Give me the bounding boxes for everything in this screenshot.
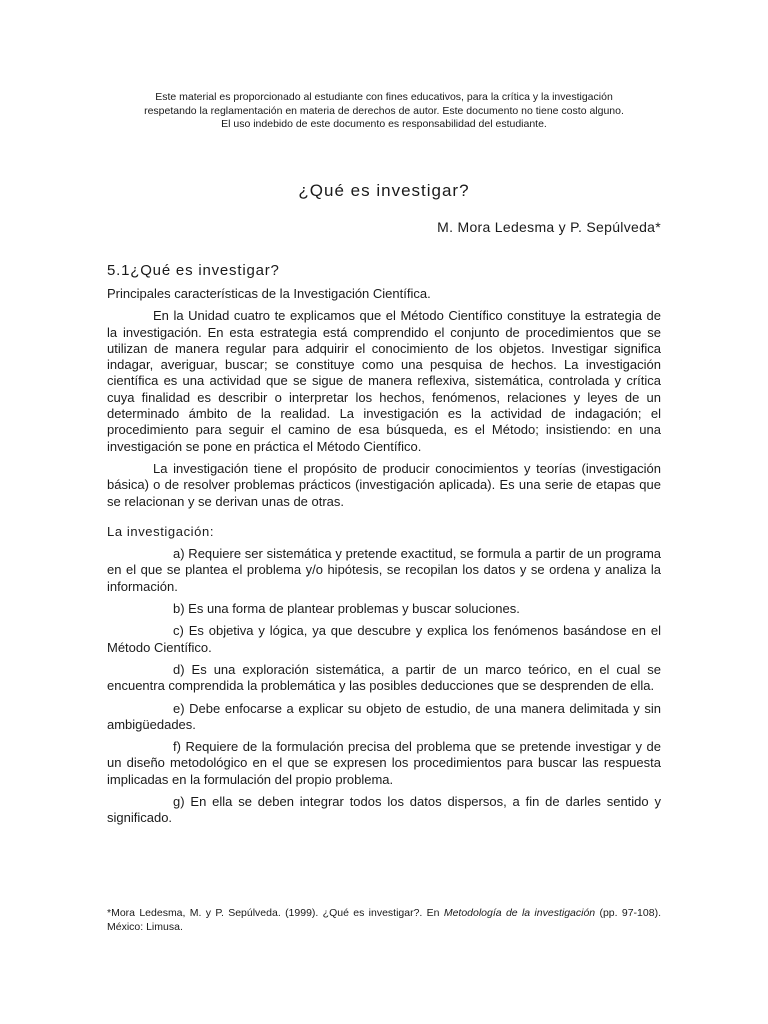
notice-line: Este material es proporcionado al estudiante con fines educativos, para la crítica y la investigación — [155, 91, 613, 103]
list-item: e) Debe enfocarse a explicar su objeto de estudio, de una manera delimitada y sin ambigüedades. — [107, 700, 661, 732]
list-label: La investigación: — [107, 523, 215, 539]
paragraph: En la Unidad cuatro te explicamos que el Método Científico constituye la estrategia de la investigación. En esta estrategia está comprendido el conjunto de procedimientos que se utilizan de manera regular para adquirir el conocimiento de los objetos. Investigar significa indagar, averiguar, buscar; se constituye como una pesquisa de hechos. La investigación científica es una actividad que se sigue de manera reflexiva, sistemática, controlada y crítica cuya finalidad es describir o interpretar los hechos, fenómenos, relaciones y leyes de un determinado ámbito de la realidad. La investigación es la actividad de indagación; el procedimiento para seguir el camino de esa búsqueda, es el Método; insistiendo: en una investigación se pone en práctica el Método Científico. — [107, 308, 661, 454]
list-item: c) Es objetiva y lógica, ya que descubre y explica los fenómenos basándose en el Método Científico. — [107, 623, 661, 655]
list-item: g) En ella se deben integrar todos los datos dispersos, a fin de darles sentido y significado. — [107, 794, 661, 826]
body-text — [107, 286, 661, 833]
notice-line: El uso indebido de este documento es responsabilidad del estudiante. — [221, 118, 547, 130]
document-title: ¿Qué es investigar? — [298, 181, 470, 200]
subheading: Principales características de la Investigación Científica. — [107, 286, 431, 301]
authors-line: M. Mora Ledesma y P. Sepúlveda* — [437, 219, 661, 235]
footnote-book-title: Metodología de la investigación — [443, 907, 596, 919]
list-item: f) Requiere de la formulación precisa del problema que se pretende investigar y de un diseño metodológico en el que se expresen los procedimientos para buscar las respuesta implicadas en la formulación del propio problema. — [107, 739, 661, 787]
notice-line: respetando la reglamentación en materia de derechos de autor. Este documento no tiene costo alguno. — [144, 104, 624, 117]
footnote-text: (pp. 97-108). México: Limusa. — [107, 907, 661, 933]
list-item: a) Requiere ser sistemática y pretende exactitud, se formula a partir de un programa en el que se plantea el problema y/o hipótesis, se recopilan los datos y se ordena y analiza la información. — [107, 546, 661, 594]
footnote — [107, 907, 661, 934]
footnote-text: *Mora Ledesma, M. y P. Sepúlveda. (1999). ¿Qué es investigar?. En — [107, 907, 444, 919]
list-item: d) Es una exploración sistemática, a partir de un marco teórico, en el cual se encuentra comprendida la problemática y las posibles deducciones que se desprenden de ella. — [107, 661, 661, 694]
section-heading: 5.1¿Qué es investigar? — [107, 262, 280, 279]
list-item: b) Es una forma de plantear problemas y buscar soluciones. — [173, 601, 520, 617]
paragraph: La investigación tiene el propósito de producir conocimientos y teorías (investigación básica) o de resolver problemas prácticos (investigación aplicada). Es una serie de etapas que se relacionan y se derivan unas de otras. — [107, 460, 661, 509]
copyright-notice — [100, 91, 668, 132]
